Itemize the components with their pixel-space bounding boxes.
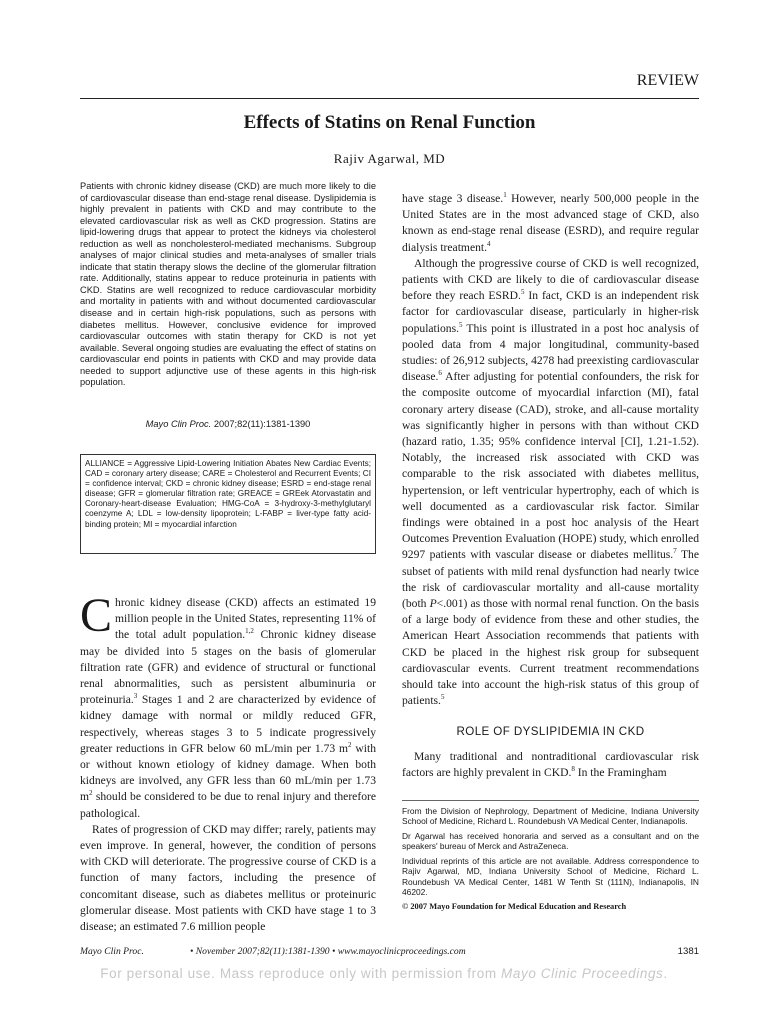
affiliation-rule bbox=[402, 800, 699, 801]
page-footer bbox=[80, 946, 699, 960]
text-span: This point is illustrated in a post hoc analysis of pooled data from 4 major longitudinal, community-based studies: of 26,912 subjects, 4278 had preexisting cardiovascular disease. bbox=[402, 321, 699, 384]
text-span: The subset of patients with mild renal dysfunction had nearly twice the risk of cardiovascular mortality and all-cause mortality (both bbox=[402, 548, 699, 611]
watermark-journal: Mayo Clinic Proceedings bbox=[501, 966, 664, 981]
text-span: In the Framingham bbox=[574, 766, 667, 780]
ref-marker: 5 bbox=[459, 320, 463, 329]
footer-issue: • November 2007;82(11):1381-1390 • www.mayoclinicproceedings.com bbox=[190, 946, 466, 957]
affiliation-reprints: Individual reprints of this article are not available. Address correspondence to Rajiv Agarwal, MD, Indiana University School of Medicine, Richard L. Roundebush VA Medical Center, 1481 W Tenth St (111N), Indianapolis, IN 46202. bbox=[402, 856, 699, 897]
section-tag: REVIEW bbox=[636, 72, 699, 89]
ref-marker: 5 bbox=[440, 693, 445, 702]
body-column-left bbox=[80, 589, 376, 935]
ref-marker: 1,2 bbox=[245, 627, 254, 636]
superscript: 2 bbox=[89, 789, 93, 798]
text-span: <.001) as those with normal renal function. On the basis of a large body of evidence from these and other studies, the American Heart Association recommends that patients with CKD be placed in the highest risk group for subsequent cardiovascular events. Current treatment recommendations should take into account the high-risk status of this group of patients. bbox=[402, 597, 699, 708]
article-author: Rajiv Agarwal, MD bbox=[333, 151, 446, 166]
abbreviations-box: ALLIANCE = Aggressive Lipid-Lowering Initiation Abates New Cardiac Events; CAD = coronary artery disease; CARE = Cholesterol and Recurrent Events; CI = confidence interval; CKD = chronic kidney disease; ESRD = end-stage renal disease; GFR = glomerular filtration rate; GREACE = GREek Atorvastatin and Coronary-heart-disease Evaluation; HMG-CoA = 3-hydroxy-3-methylglutaryl coenzyme A; LDL = low-density lipoprotein; L-FABP = liver-type fatty acid-binding protein; MI = myocardial infarction bbox=[80, 454, 376, 554]
affiliation-disclosure: Dr Agarwal has received honoraria and served as a consultant and on the speakers' bureau of Merck and AstraZeneca. bbox=[402, 831, 699, 852]
article-title: Effects of Statins on Renal Function bbox=[243, 112, 536, 133]
section-rule bbox=[80, 98, 699, 99]
text-span: Many traditional and nontraditional cardiovascular risk factors are highly prevalent in CKD. bbox=[402, 750, 699, 780]
ref-marker: 7 bbox=[673, 547, 677, 556]
abstract: Patients with chronic kidney disease (CKD) are much more likely to die of cardiovascular disease than end-stage renal disease. Dyslipidemia is highly prevalent in patients with CKD and may contribute to the elevated cardiovascular risk as well as CKD progression. Statins are lipid-lowering drugs that appear to protect the kidneys via cholesterol reduction as well as noncholesterol-mediated mechanisms. Subgroup analyses of major clinical studies and meta-analyses of smaller trials indicate that statin therapy slows the decline of the glomerular filtration rate. Additionally, statins appear to reduce proteinuria in patients with CKD. Statins are well recognized to reduce cardiovascular morbidity and mortality in patients with and without documented cardiovascular disease and in certain high-risk populations, such as persons with diabetes mellitus. However, conclusive evidence for improved cardiovascular outcomes with statin therapy for CKD is not yet available. Several ongoing studies are evaluating the effect of statins on cardiovascular end points in patients with CKD and may provide data needed to support adjunctive use of these agents in this high-risk population. bbox=[80, 181, 376, 388]
watermark bbox=[0, 966, 768, 981]
superscript: 2 bbox=[348, 740, 352, 749]
ref-marker: 1 bbox=[503, 191, 507, 200]
ref-marker: 6 bbox=[438, 369, 442, 378]
ref-marker: 5 bbox=[520, 288, 525, 297]
intro-paragraph bbox=[80, 589, 376, 822]
text-span: have stage 3 disease. bbox=[402, 192, 504, 205]
text-span: hronic kidney disease (CKD) affects an estimated 19 million people in the United States, representing 11% of the total adult population. bbox=[115, 596, 376, 642]
ref-marker: 4 bbox=[487, 239, 491, 248]
drop-cap: C bbox=[80, 589, 113, 642]
section-heading: ROLE OF DYSLIPIDEMIA IN CKD bbox=[456, 725, 645, 738]
body-column-right-continued bbox=[402, 749, 699, 781]
text-span: should be considered to be due to renal injury and therefore pathological. bbox=[80, 790, 376, 820]
body-paragraph bbox=[402, 256, 699, 710]
citation-journal: Mayo Clin Proc. bbox=[145, 419, 212, 429]
affiliation-from: From the Division of Nephrology, Department of Medicine, Indiana University School of Medicine, Richard L. Roundebush VA Medical Center, Indianapolis. bbox=[402, 806, 699, 827]
watermark-text: For personal use. Mass reproduce only with permission from bbox=[100, 966, 502, 981]
text-span: Although the progressive course of CKD is well recognized, patients with CKD are likely to die of cardiovascular disease before they reach ESRD. bbox=[402, 256, 699, 303]
text-span: with or without known etiology of kidney damage. When both kidneys are involved, any GFR less than 60 mL/min per 1.73 m bbox=[80, 741, 376, 804]
body-paragraph bbox=[402, 749, 699, 781]
copyright-notice: © 2007 Mayo Foundation for Medical Education and Research bbox=[402, 901, 627, 911]
body-column-right bbox=[402, 191, 699, 710]
text-span: Chronic kidney disease may be divided into 5 stages on the basis of glomerular filtration rate (GFR) and evidence of structural or functional renal abnormalities, such as persistent albuminuria or proteinuria. bbox=[80, 628, 376, 707]
text-span: In fact, CKD is an independent risk factor for cardiovascular disease, particularly in higher-risk populations. bbox=[402, 289, 699, 335]
text-span: After adjusting for potential confounders, the risk for the composite outcome of myocardial infarction (MI), fatal coronary artery disease (CAD), stroke, and all-cause mortality was significantly higher in persons with than without CKD (hazard ratio, 1.35; 95% confidence interval [CI], 1.21-1.52). Notably, the increased risk associated with CKD was comparable to the risk associated with diabetes mellitus, hypertension, or left ventricular hypertrophy, each of which is well documented as a cardiovascular risk factor. Similar findings were obtained in a post hoc analysis of the Heart Outcomes Prevention Evaluation (HOPE) study, which enrolled 9297 patients with vascular disease or diabetes mellitus. bbox=[402, 370, 699, 562]
footer-journal: Mayo Clin Proc. bbox=[80, 946, 144, 957]
citation-reference: 2007;82(11):1381-1390 bbox=[213, 419, 311, 429]
text-span: Stages 1 and 2 are characterized by evidence of kidney damage with normal or mildly reduced GFR, respectively, whereas stages 3 to 5 indicate progressively greater reductions in GFR below 60 mL/min per 1.73 m bbox=[80, 693, 376, 755]
page-number: 1381 bbox=[677, 946, 699, 957]
body-paragraph: Rates of progression of CKD may differ; rarely, patients may even improve. In general, however, the condition of persons with CKD will deteriorate. The progressive course of CKD is a function of many factors, including the presence of concomitant disease, such as diabetes mellitus or proteinuric glomerular disease. Most patients with CKD have stage 1 to 3 disease; an estimated 7.6 million people bbox=[80, 822, 376, 934]
watermark-text: . bbox=[663, 966, 668, 981]
body-paragraph bbox=[402, 191, 699, 256]
text-span: P bbox=[429, 597, 437, 611]
abstract-citation bbox=[80, 419, 376, 429]
ref-marker: 3 bbox=[133, 692, 138, 701]
affiliation-block bbox=[402, 806, 699, 917]
text-span: However, nearly 500,000 people in the United States are in the most advanced stage of CKD, also known as end-stage renal disease (ESRD), and require regular dialysis treatment. bbox=[402, 192, 699, 254]
ref-marker: 8 bbox=[571, 765, 575, 774]
